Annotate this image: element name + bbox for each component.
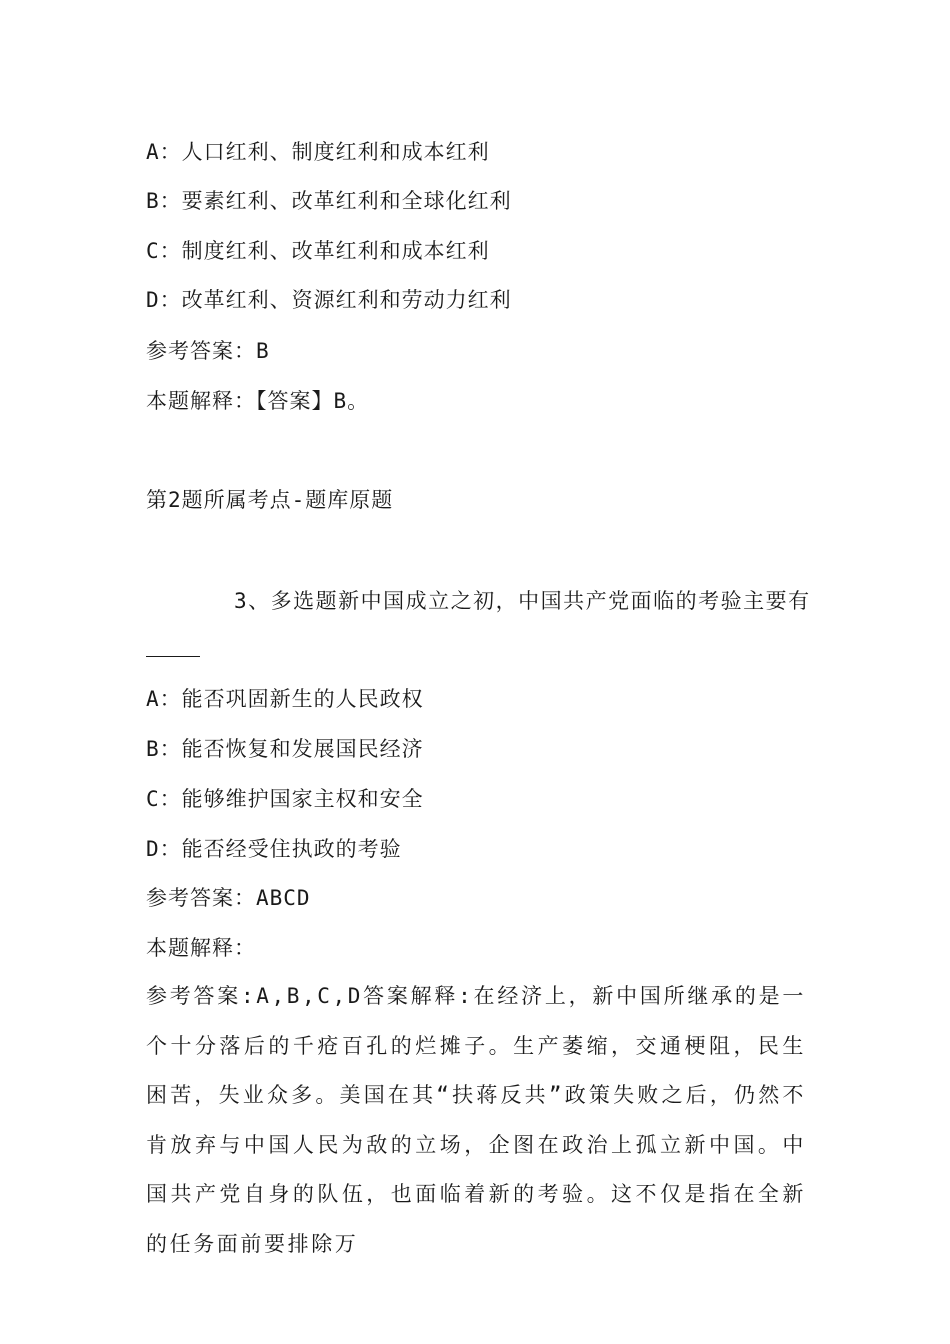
- q3-option-a: A：能否巩固新生的人民政权: [146, 687, 424, 711]
- q3-option-d: D：能否经受住执政的考验: [146, 837, 402, 861]
- q2-option-d: D：改革红利、资源红利和劳动力红利: [146, 288, 512, 312]
- q2-explanation: 本题解释：【答案】B。: [146, 389, 370, 413]
- q3-answer-blank: [146, 656, 200, 657]
- q3-explanation-text: 参考答案:A,B,C,D答案解释:在经济上，新中国所继承的是一个十分落后的千疮百孔的烂摊子。生产萎缩，交通梗阻，民生困苦，失业众多。美国在其“扶蒋反共”政策失败之后，仍然不肯放弃与中国人民为敌的立场，企图在政治上孤立新中国。中国共产党自身的队伍，也面临着新的考验。这不仅是指在全新的任务面前要排除万: [146, 984, 806, 1256]
- q2-option-a: A：人口红利、制度红利和成本红利: [146, 140, 490, 164]
- q3-option-b: B：能否恢复和发展国民经济: [146, 737, 424, 761]
- q3-question: 3、多选题新中国成立之初，中国共产党面临的考验主要有: [234, 589, 811, 613]
- q2-topic: 第2题所属考点-题库原题: [146, 488, 394, 512]
- q2-answer: 参考答案：B: [146, 339, 270, 363]
- q2-option-c: C：制度红利、改革红利和成本红利: [146, 239, 490, 263]
- q3-option-c: C：能够维护国家主权和安全: [146, 787, 424, 811]
- q3-answer: 参考答案：ABCD: [146, 886, 311, 910]
- q3-explanation-label: 本题解释：: [146, 936, 256, 960]
- q2-option-b: B：要素红利、改革红利和全球化红利: [146, 189, 512, 213]
